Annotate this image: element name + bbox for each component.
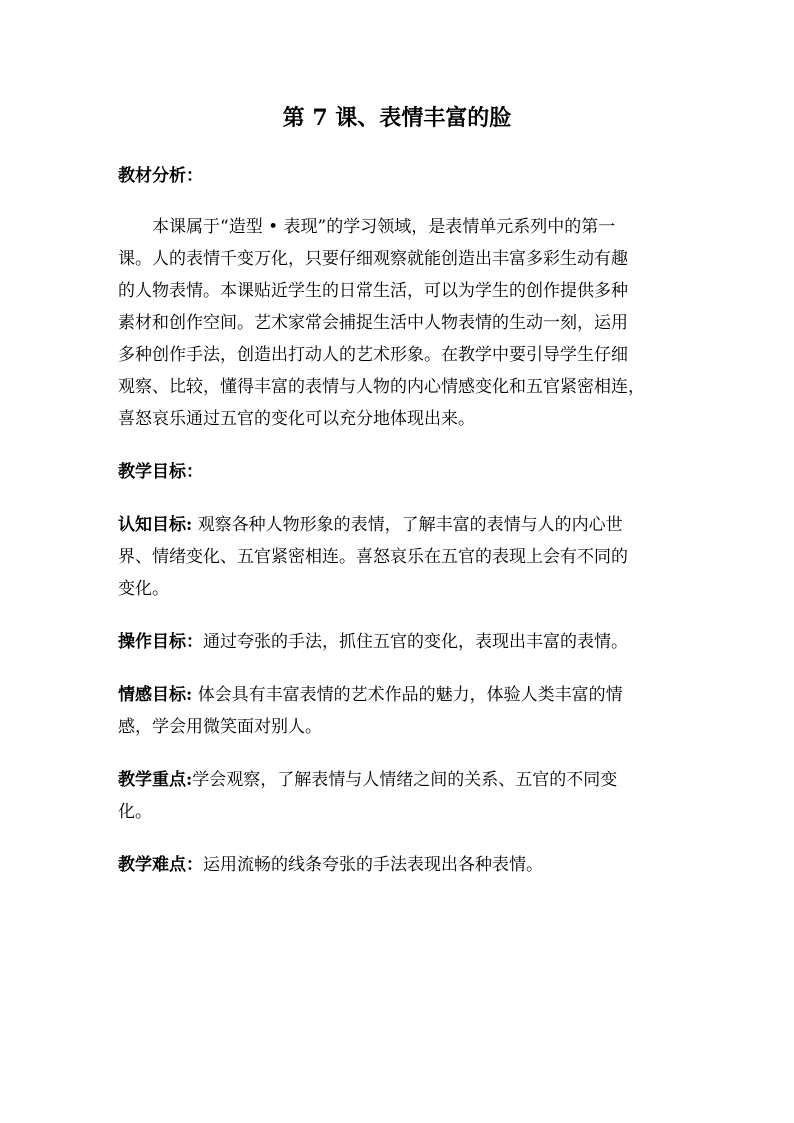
cognitive-goal-line: 界、情绪变化、五官紧密相连。喜怒哀乐在五官的表现上会有不同的 xyxy=(118,547,628,567)
operation-goal-label: 操作目标： xyxy=(118,632,203,652)
cognitive-goal-line: 变化。 xyxy=(118,579,169,599)
emotion-goal-text: 体会具有丰富表情的艺术作品的魅力，体验人类丰富的情 xyxy=(197,685,623,705)
key-point-line: 化。 xyxy=(118,802,152,822)
analysis-line: 喜怒哀乐通过五官的变化可以充分地体现出来。 xyxy=(118,409,475,429)
key-point-text: 学会观察，了解表情与人情绪之间的关系、五官的不同变 xyxy=(192,770,618,790)
teaching-key-point xyxy=(118,764,678,828)
cognitive-goal-text: 观察各种人物形象的表情，了解丰富的表情与人的内心世 xyxy=(197,515,623,535)
emotion-goal xyxy=(118,679,678,743)
analysis-line: 素材和创作空间。艺术家常会捕捉生活中人物表情的生动一刻，运用 xyxy=(118,313,628,333)
analysis-paragraph xyxy=(118,211,678,435)
analysis-heading: 教材分析： xyxy=(118,166,203,186)
analysis-line: 多种创作手法，创造出打动人的艺术形象。在教学中要引导学生仔细 xyxy=(118,345,628,365)
emotion-goal-line: 感，学会用微笑面对别人。 xyxy=(118,717,322,737)
goals-heading: 教学目标： xyxy=(118,462,203,482)
cognitive-goal xyxy=(118,509,678,605)
key-point-label: 教学重点: xyxy=(118,770,193,790)
operation-goal xyxy=(118,626,678,658)
analysis-line: 课。人的表情千变万化，只要仔细观察就能创造出丰富多彩生动有趣 xyxy=(118,249,628,269)
operation-goal-text: 通过夸张的手法，抓住五官的变化，表现出丰富的表情。 xyxy=(203,632,628,652)
teaching-difficulty xyxy=(118,849,678,881)
difficulty-text: 运用流畅的线条夸张的手法表现出各种表情。 xyxy=(203,855,543,875)
difficulty-label: 教学难点： xyxy=(118,855,203,875)
emotion-goal-label: 情感目标: xyxy=(118,685,193,705)
lesson-title: 第 7 课、表情丰富的脸 xyxy=(282,105,512,131)
cognitive-goal-label: 认知目标: xyxy=(118,515,193,535)
analysis-line: 的人物表情。本课贴近学生的日常生活，可以为学生的创作提供多种 xyxy=(118,281,628,301)
analysis-line: 观察、比较，懂得丰富的表情与人物的内心情感变化和五官紧密相连， xyxy=(118,377,645,397)
analysis-line: 本课属于“造型 • 表现”的学习领域，是表情单元系列中的第一 xyxy=(152,217,616,237)
document-body xyxy=(118,160,678,881)
